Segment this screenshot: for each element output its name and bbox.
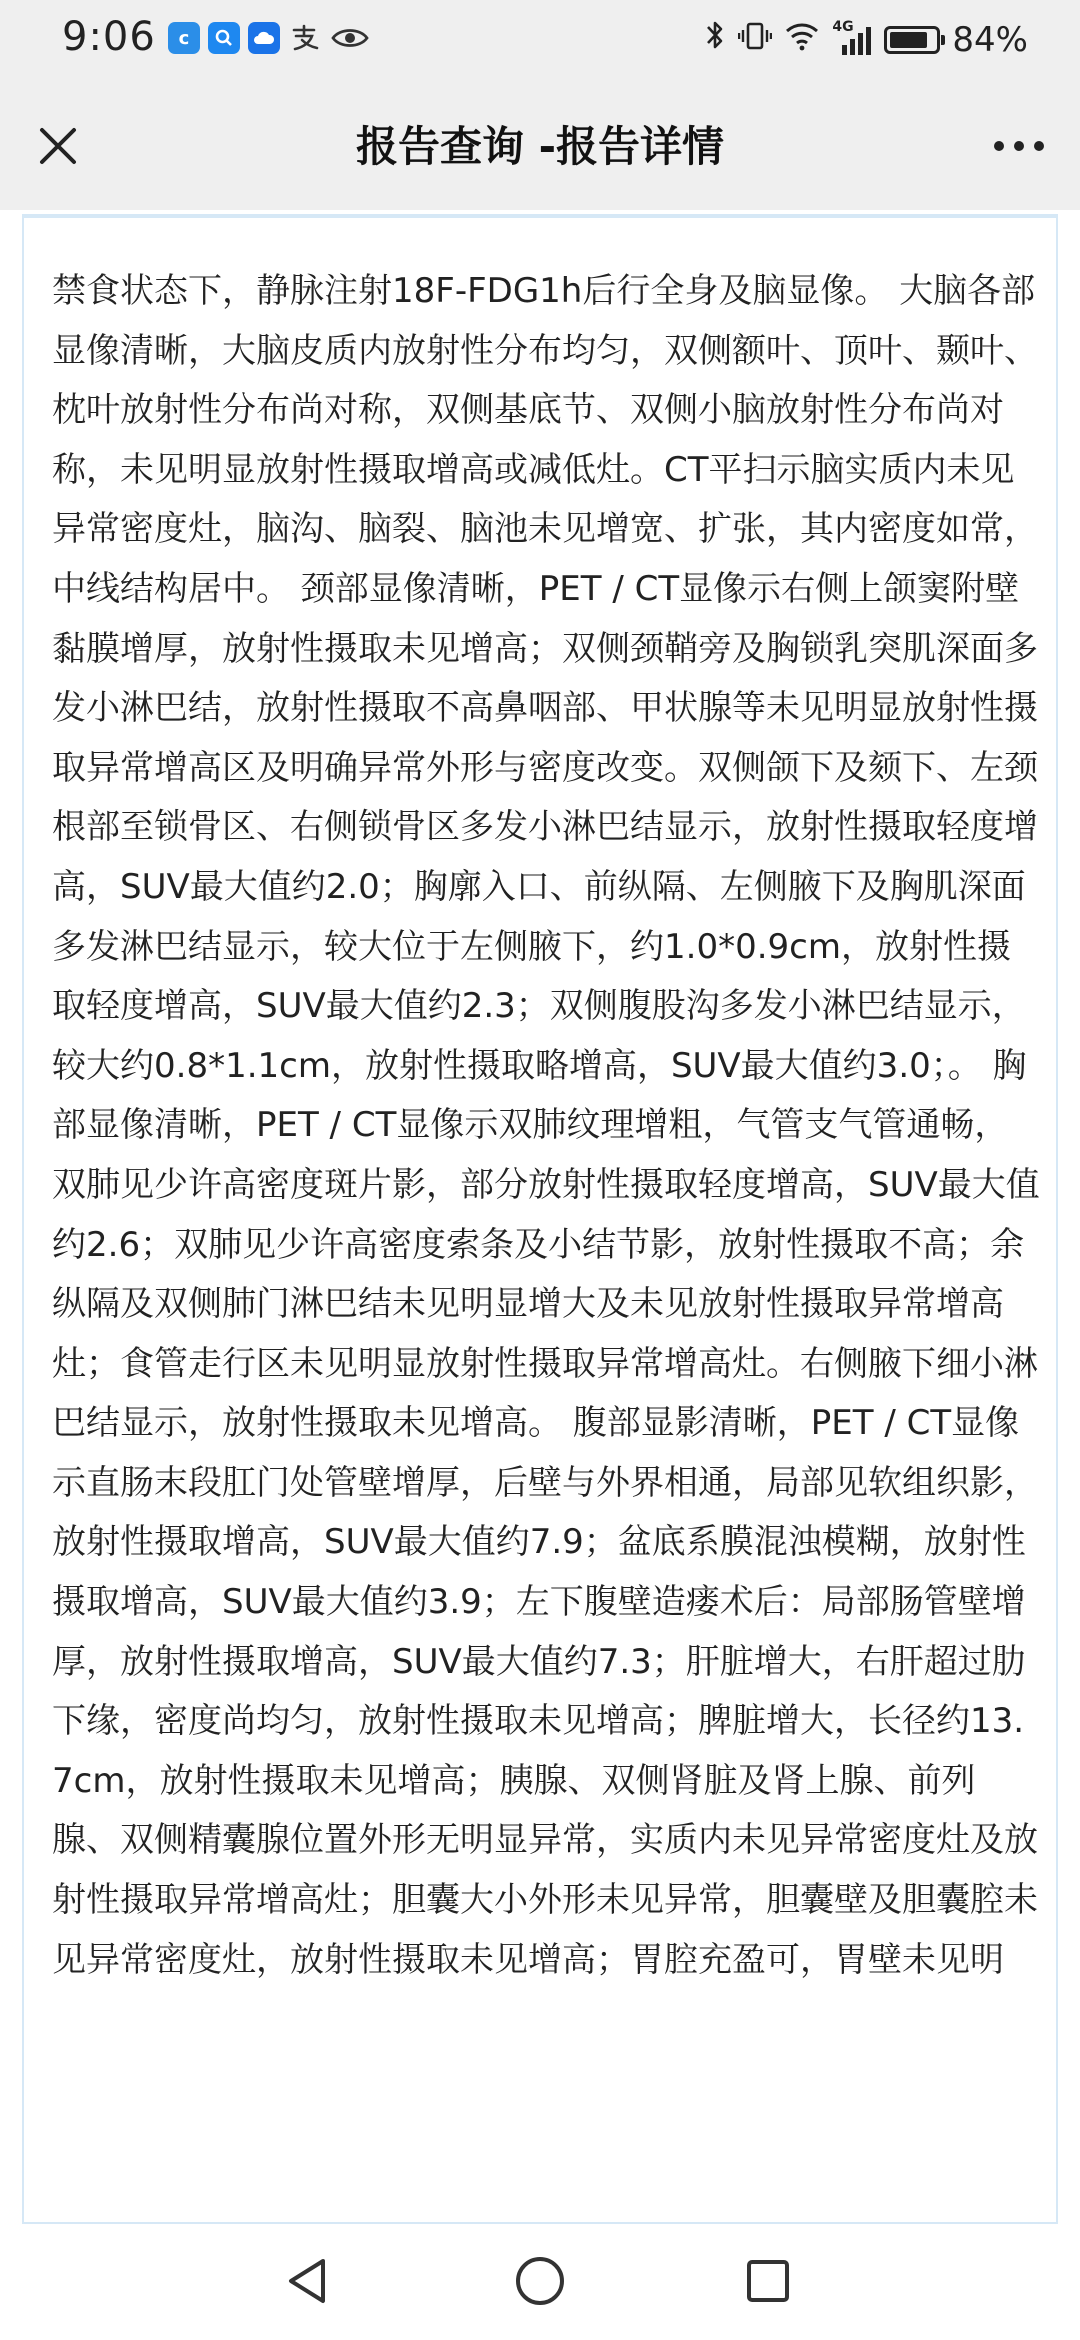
recents-button[interactable]	[733, 2246, 803, 2316]
report-text: 禁食状态下，静脉注射18F-FDG1h后行全身及脑显像。 大脑各部显像清晰，大脑皮质内放射性分布均匀，双侧额叶、顶叶、颞叶、枕叶放射性分布尚对称，双侧基底节、双侧小脑放射性分布尚对称，未见明显放射性摄取增高或减低灶。CT平扫示脑实质内未见异常密度灶，脑沟、脑裂、脑池未见增宽、扩张，其内密度如常，中线结构居中。 颈部显像清晰，PET / CT显像示右侧上颌窦附壁黏膜增厚，放射性摄取未见增高；双侧颈鞘旁及胸锁乳突肌深面多发小淋巴结，放射性摄取不高鼻咽部、甲状腺等未见明显放射性摄取异常增高区及明确异常外形与密度改变。双侧颌下及颏下、左颈根部至锁骨区、右侧锁骨区多发小淋巴结显示，放射性摄取轻度增高，SUV最大值约2.0；胸廓入口、前纵隔、左侧腋下及胸肌深面多发淋巴结显示，较大位于左侧腋下，约1.0*0.9cm，放射性摄取轻度增高，SUV最大值约2.3；双侧腹股沟多发小淋巴结显示，较大约0.8*1.1cm，放射性摄取略增高，SUV最大值约3.0；。 胸部显像清晰，PET / CT显像示双肺纹理增粗，气管支气管通畅，双肺见少许高密度斑片影，部分放射性摄取轻度增高，SUV最大值约2.6；双肺见少许高密度索条及小结节影，放射性摄取不高；余纵隔及双侧肺门淋巴结未见明显增大及未见放射性摄取异常增高灶；食管走行区未见明显放射性摄取异常增高灶。右侧腋下细小淋巴结显示，放射性摄取未见增高。 腹部显影清晰，PET / CT显像示直肠末段肛门处管壁增厚，后壁与外界相通，局部见软组织影，放射性摄取增高，SUV最大值约7.9；盆底系膜混浊模糊，放射性摄取增高，SUV最大值约3.9；左下腹壁造瘘术后：局部肠管壁增厚，放射性摄取增高，SUV最大值约7.3；肝脏增大，右肝超过肋下缘，密度尚均匀，放射性摄取未见增高；脾脏增大，长径约13.7cm，放射性摄取未见增高；胰腺、双侧肾脏及肾上腺、前列腺、双侧精囊腺位置外形无明显异常，实质内未见异常密度灶及放射性摄取异常增高灶；胆囊大小外形未见异常，胆囊壁及胆囊腔未见异常密度灶，放射性摄取未见增高；胃腔充盈可，胃壁未见明	[52, 271, 1040, 1980]
title-bar	[0, 82, 1080, 210]
battery-icon	[884, 26, 940, 54]
page-title: 报告查询 -报告详情	[355, 122, 725, 171]
status-time: 9:06	[62, 14, 156, 60]
wifi-icon	[784, 20, 820, 60]
vibrate-icon	[738, 20, 772, 60]
back-button[interactable]	[272, 2246, 342, 2316]
battery-percent: 84%	[952, 19, 1028, 60]
eye-icon	[330, 22, 370, 54]
more-button[interactable]	[984, 116, 1054, 176]
recents-square-icon	[743, 2256, 793, 2306]
battery-fill	[890, 32, 927, 48]
search-app-icon	[208, 22, 240, 54]
status-bar	[0, 0, 1080, 82]
home-button[interactable]	[505, 2246, 575, 2316]
network-label: 4G	[832, 18, 854, 35]
navigation-bar	[0, 2224, 1080, 2340]
status-app-icons	[168, 22, 370, 54]
cloud-app-icon	[248, 22, 280, 54]
back-triangle-icon	[283, 2255, 331, 2307]
cellular-icon	[832, 18, 872, 57]
c-app-icon: c	[168, 22, 200, 54]
status-right	[704, 18, 1028, 61]
alipay-icon	[288, 22, 322, 54]
more-icon	[992, 139, 1046, 153]
home-circle-icon	[512, 2253, 568, 2309]
report-content-panel[interactable]	[22, 214, 1058, 2224]
bluetooth-icon	[704, 18, 726, 61]
